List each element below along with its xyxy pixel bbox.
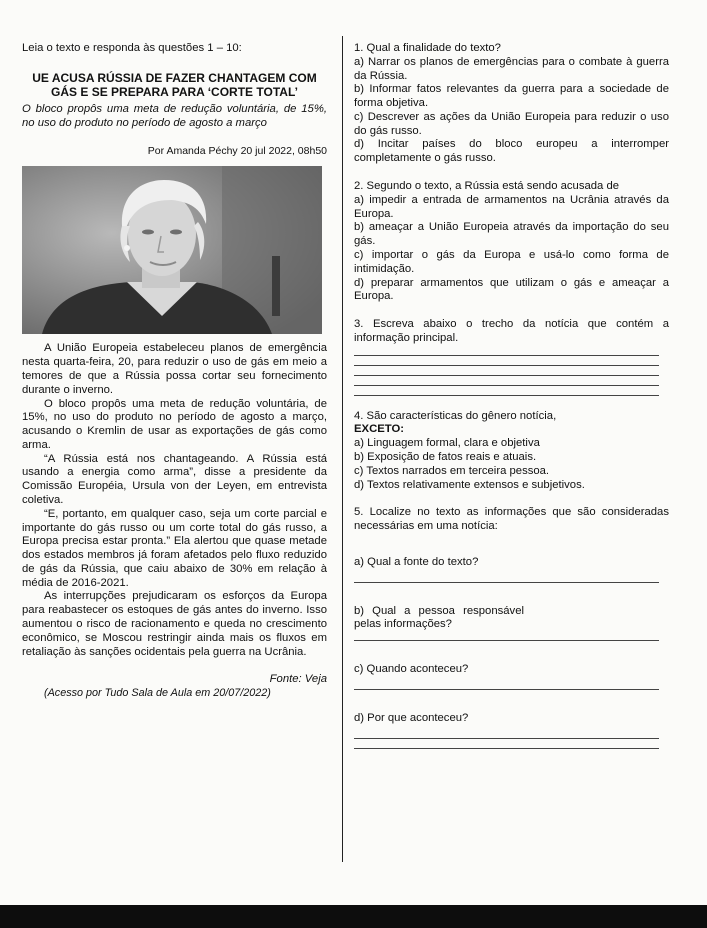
answer-line[interactable]: [354, 689, 659, 690]
article-paragraph: As interrupções prejudicaram os esforços da Europa para reabastecer os estoques de gás antes do inverno. Isso aumentou o risco de racionamento e queda no crescimento econômico, se Moscou restringir ainda mais os fluxos em retaliação às sanções ocidentais pela guerra na Ucrânia.: [22, 590, 327, 658]
answer-line[interactable]: [354, 738, 659, 739]
article-paragraph: “A Rússia está nos chantageando. A Rússia está usando a energia como arma”, disse a presidente da Comissão Européia, Ursula von der Leyen, em entrevista coletiva.: [22, 452, 327, 506]
question-text: 3. Escreva abaixo o trecho da notícia que contém a informação principal.: [354, 318, 669, 344]
article-paragraph: O bloco propôs uma meta de redução voluntária, de 15%, no uso do produto no período de agosto a março, acusando o Kremlin de usar as exportações de gás como arma.: [22, 397, 327, 451]
except-label: EXCETO:: [354, 423, 405, 436]
option: b) Exposição de fatos reais e atuais.: [354, 450, 537, 463]
bottom-black-bar: [0, 905, 707, 928]
portrait-illustration: [22, 166, 322, 334]
answer-line[interactable]: [354, 385, 659, 386]
question-1: [354, 42, 669, 166]
article-byline: Por Amanda Péchy 20 jul 2022, 08h50: [147, 144, 327, 157]
answer-line[interactable]: [354, 395, 659, 396]
question-5: [354, 506, 669, 748]
article-paragraph: A União Europeia estabeleceu planos de emergência nesta quarta-feira, 20, para reduzir o uso de gás em meio a temores de que a Rússia possa cortar seu fornecimento durante o inverno.: [22, 342, 327, 396]
option: d) Incitar países do bloco europeu a interromper completamente o gás russo.: [354, 138, 669, 165]
article-photo: [22, 166, 322, 334]
sub-question: b) Qual a pessoa responsável pelas informações?: [354, 604, 524, 631]
question-2: [354, 180, 669, 304]
article-column: [22, 42, 327, 700]
option: a) impedir a entrada de armamentos na Ucrânia através da Europa.: [354, 193, 669, 220]
question-text: 1. Qual a finalidade do texto?: [354, 42, 501, 54]
option: c) importar o gás da Europa e usá-lo como forma de intimidação.: [354, 248, 669, 275]
option: b) ameaçar a União Europeia através da importação do seu gás.: [354, 221, 669, 248]
sub-question: c) Quando aconteceu?: [354, 663, 469, 676]
option: d) Textos relativamente extensos e subjetivos.: [354, 478, 585, 491]
sub-question: d) Por que aconteceu?: [354, 712, 469, 724]
article-source: Fonte: Veja: [269, 673, 327, 686]
article-access-note: (Acesso por Tudo Sala de Aula em 20/07/2022): [44, 687, 271, 700]
option: c) Textos narrados em terceira pessoa.: [354, 464, 550, 477]
answer-line[interactable]: [354, 355, 659, 356]
sub-question: a) Qual a fonte do texto?: [354, 555, 479, 568]
article-subheadline: O bloco propôs uma meta de redução voluntária, de 15%, no uso do produto no período de agosto a março: [22, 103, 327, 129]
option: c) Descrever as ações da União Europeia para reduzir o uso do gás russo.: [354, 110, 669, 137]
answer-line[interactable]: [354, 582, 659, 583]
question-3: [354, 318, 669, 396]
article-headline: UE ACUSA RÚSSIA DE FAZER CHANTAGEM COM GÁS E SE PREPARA PARA ‘CORTE TOTAL’: [32, 70, 317, 100]
article-body: [22, 342, 327, 659]
option: a) Linguagem formal, clara e objetiva: [354, 437, 540, 450]
instructions: Leia o texto e responda às questões 1 – 10:: [22, 42, 242, 54]
answer-line[interactable]: [354, 375, 659, 376]
question-text: 2. Segundo o texto, a Rússia está sendo acusada de: [354, 180, 620, 193]
question-4: [354, 410, 669, 493]
column-divider: [342, 36, 343, 862]
question-text: 5. Localize no texto as informações que são consideradas necessárias em uma notícia:: [354, 506, 669, 533]
article-paragraph: “E, portanto, em qualquer caso, seja um corte parcial e importante do gás russo ou um corte total do gás russo, a Europa precisa estar pronta.” Ela alertou que quase metade dos estados membros já foram afetados pelo fluxo reduzido de gás da Rússia, que caiu abaixo de 30% em relação à média de 2016-2021.: [22, 507, 327, 589]
option: a) Narrar os planos de emergências para o combate à guerra da Rússia.: [354, 55, 669, 82]
answer-line[interactable]: [354, 640, 659, 641]
answer-line[interactable]: [354, 748, 659, 749]
option: b) Informar fatos relevantes da guerra para a sociedade de forma objetiva.: [354, 83, 669, 110]
option: d) preparar armamentos que utilizam o gás e ameaçar a Europa.: [354, 276, 669, 303]
question-text: 4. São características do gênero notícia,: [354, 409, 557, 422]
answer-line[interactable]: [354, 365, 659, 366]
questions-column: [354, 42, 669, 749]
